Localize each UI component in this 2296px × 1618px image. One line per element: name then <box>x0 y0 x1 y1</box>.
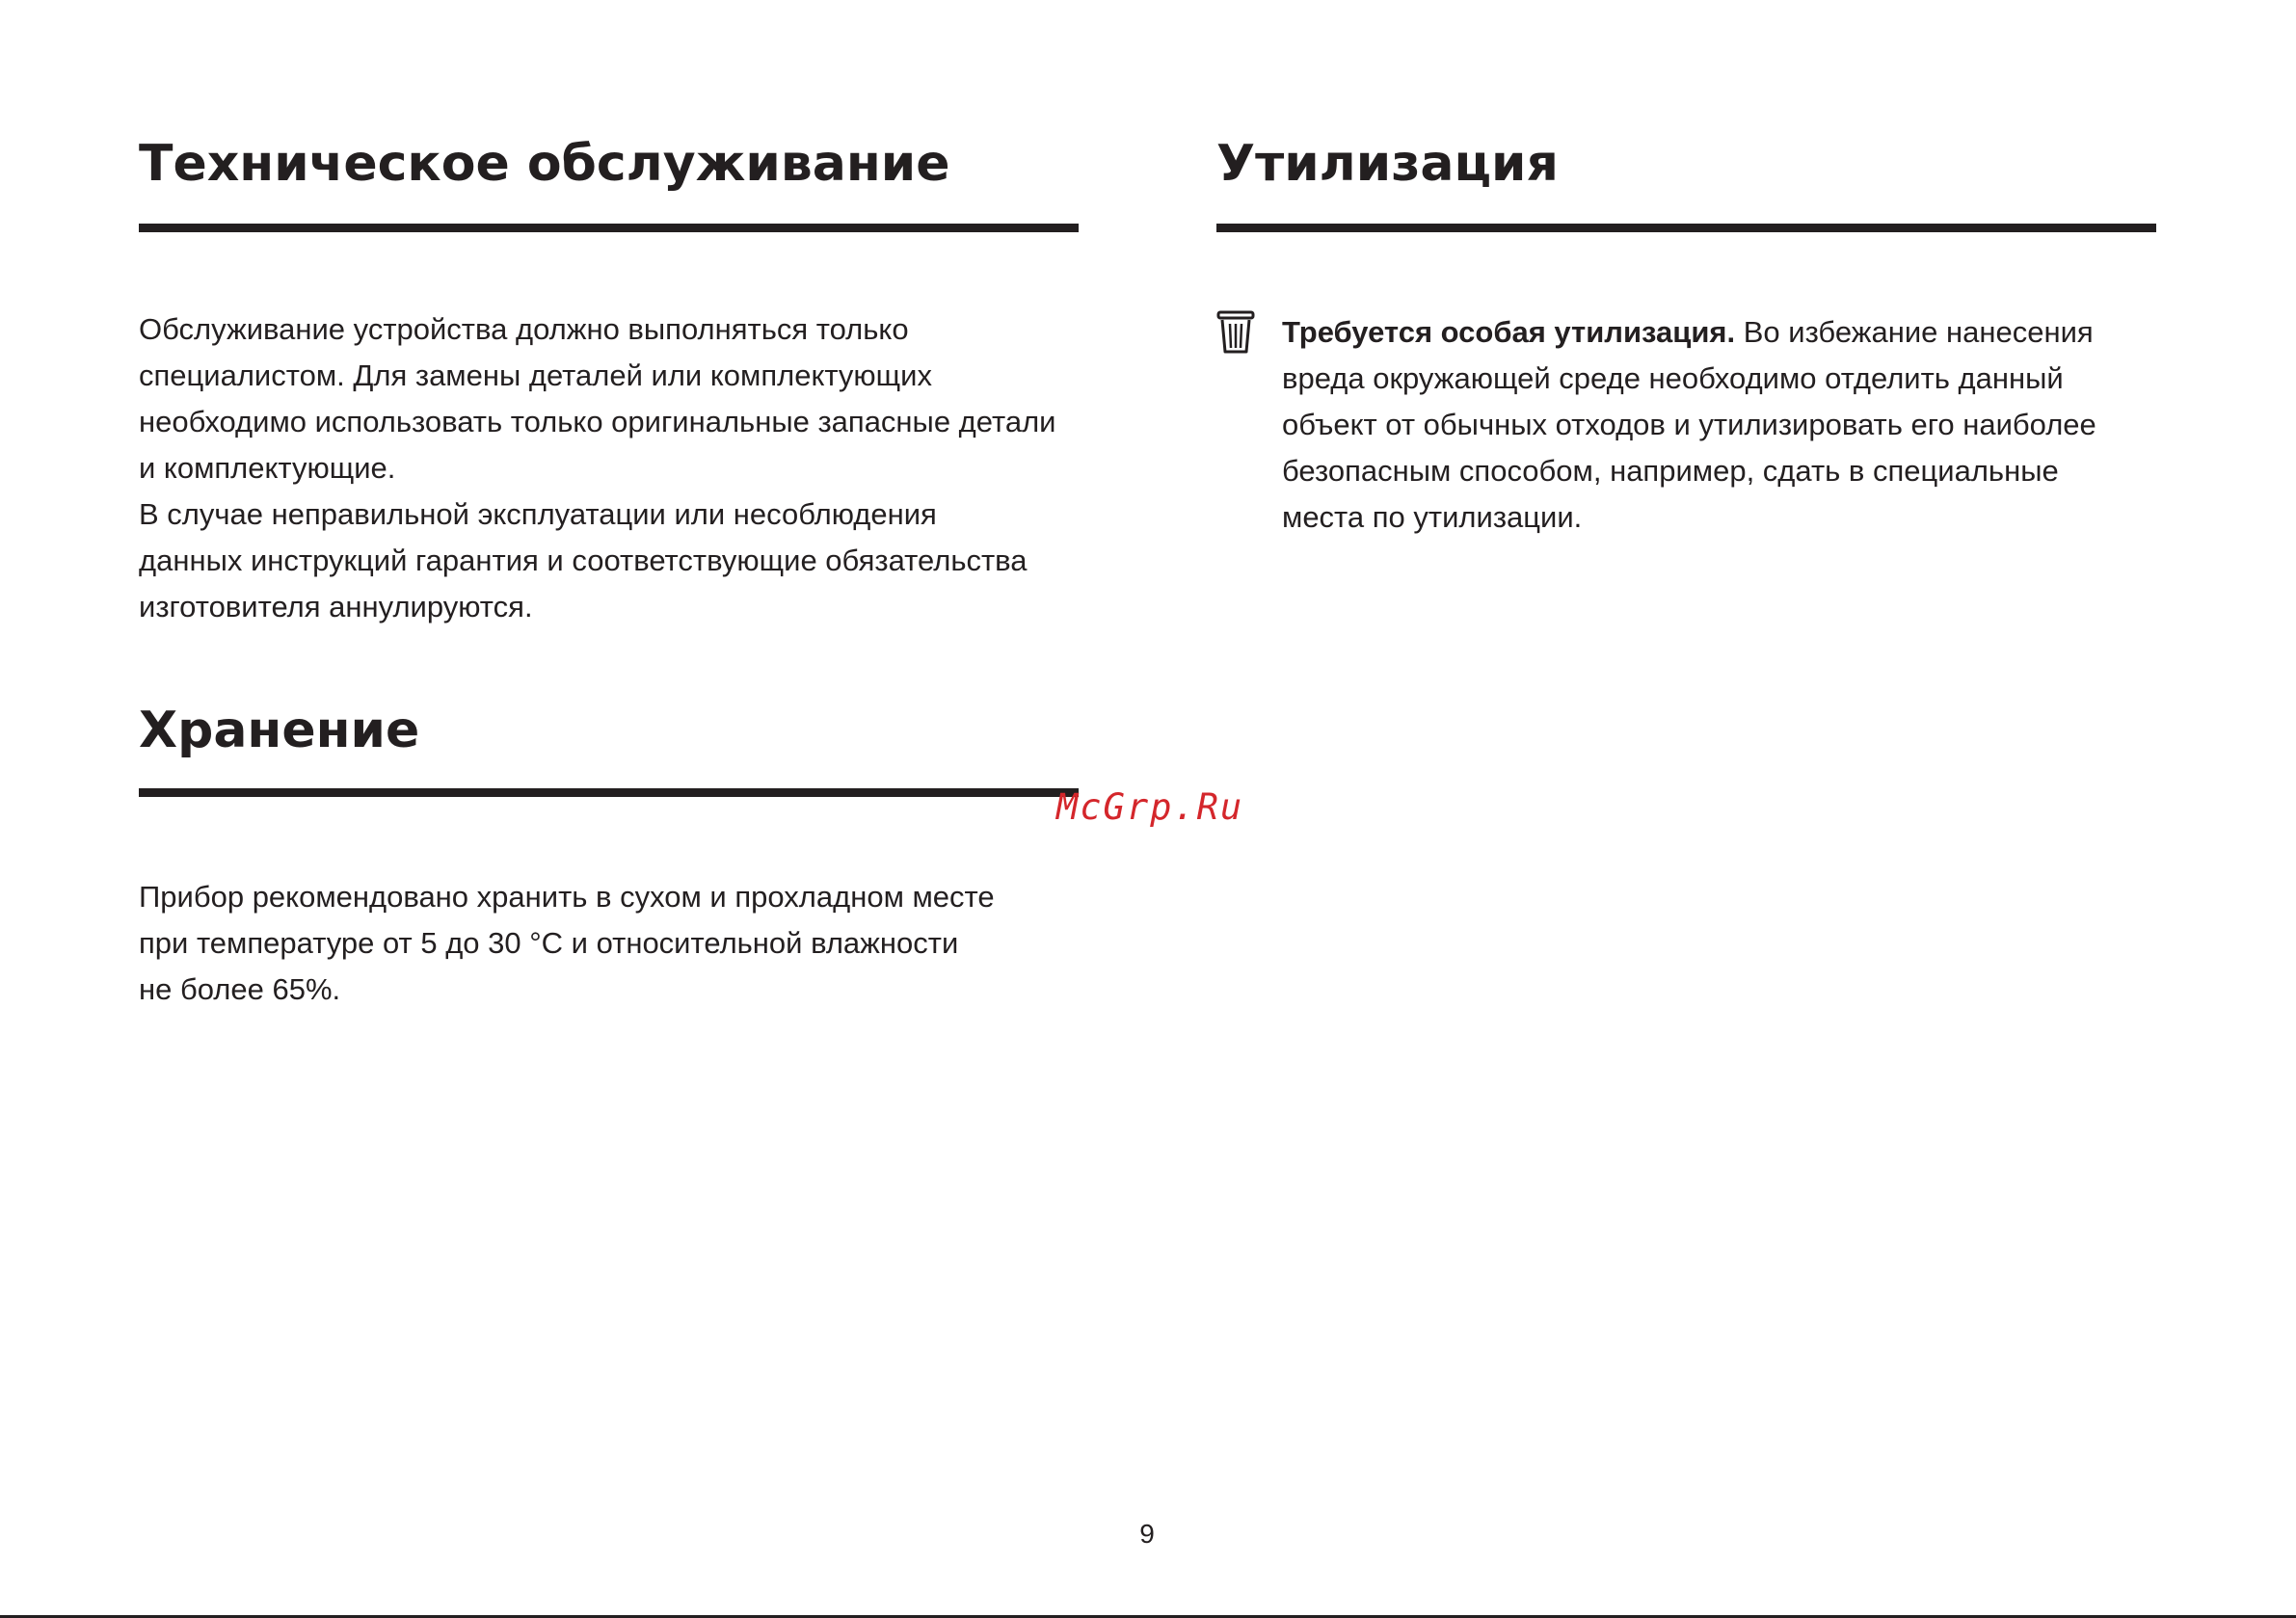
disposal-line: места по утилизации. <box>1282 500 1583 534</box>
storage-line: Прибор рекомендовано хранить в сухом и прохладном месте <box>139 880 995 914</box>
disposal-heading-rule <box>1216 224 2156 232</box>
maintenance-line: данных инструкций гарантия и соответствующие обязательства <box>139 544 1028 577</box>
maintenance-line: изготовителя аннулируются. <box>139 590 533 623</box>
disposal-heading: Утилизация <box>1216 135 1559 193</box>
maintenance-line: необходимо использовать только оригинальные запасные детали <box>139 405 1056 438</box>
disposal-bold-lead: Требуется особая утилизация. <box>1282 315 1736 349</box>
maintenance-line: специалистом. Для замены деталей или комплектующих <box>139 358 932 392</box>
storage-line: не более 65%. <box>139 972 341 1006</box>
maintenance-paragraph <box>139 306 1055 630</box>
storage-line: при температуре от 5 до 30 °С и относительной влажности <box>139 926 959 960</box>
disposal-line <box>1282 309 2096 356</box>
maintenance-line: В случае неправильной эксплуатации или несоблюдения <box>139 497 937 531</box>
disposal-line: объект от обычных отходов и утилизировать его наиболее <box>1282 408 2096 441</box>
storage-heading: Хранение <box>139 702 420 759</box>
disposal-first-line-rest: Во избежание нанесения <box>1735 315 2094 349</box>
disposal-line: безопасным способом, например, сдать в специальные <box>1282 454 2059 488</box>
maintenance-line: Обслуживание устройства должно выполняться только <box>139 312 909 346</box>
storage-paragraph <box>139 874 995 1013</box>
storage-heading-rule <box>139 788 1079 797</box>
maintenance-line: и комплектующие. <box>139 451 396 485</box>
maintenance-heading-rule <box>139 224 1079 232</box>
trash-bin-icon <box>1216 308 1255 355</box>
watermark: McGrp.Ru <box>1056 786 1244 828</box>
disposal-line: вреда окружающей среде необходимо отделить данный <box>1282 361 2064 395</box>
maintenance-heading: Техническое обслуживание <box>139 135 950 193</box>
page-number: 9 <box>1139 1519 1155 1549</box>
disposal-paragraph <box>1282 309 2096 541</box>
